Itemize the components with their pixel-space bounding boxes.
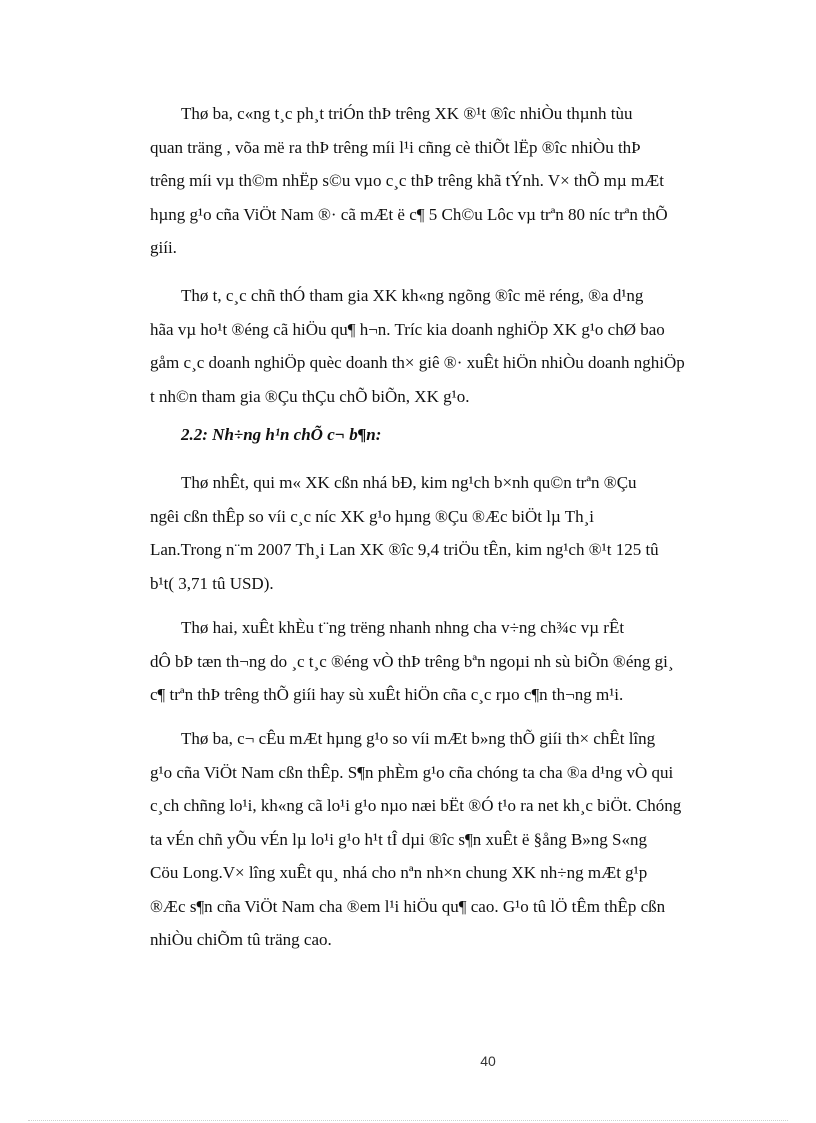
text-line: b¹t( 3,71 tû USD). <box>150 573 274 593</box>
page-bottom-divider <box>28 1120 788 1121</box>
text-line: c¶ trªn thÞ trêng thÕ giíi hay sù xuÊt hiÖn cña c¸c rµo c¶n th¬ng m¹i. <box>150 685 624 704</box>
text-line: ®Æc s¶n cña ViÖt Nam cha ®em l¹i hiÖu qu¶ cao. G¹o tû lÖ tÊm thÊp cßn <box>150 896 666 916</box>
text-line: giíi. <box>150 238 177 257</box>
text-line: gåm c¸c doanh nghiÖp quèc doanh th× giê ®· xuÊt hiÖn nhiÒu doanh nghiÖp <box>150 353 685 372</box>
text-line: Lan.Trong n¨m 2007 Th¸i Lan XK ®îc 9,4 triÖu tÊn, kim ng¹ch ®¹t 125 tû <box>150 540 659 559</box>
text-line: hãa vµ ho¹t ®éng cã hiÖu qu¶ h¬n. Tríc kia doanh nghiÖp XK g¹o chØ bao <box>150 319 665 339</box>
text-line: Thø ba, c«ng t¸c ph¸t triÓn thÞ trêng XK ®¹t ®îc nhiÒu thµnh tùu <box>181 104 633 123</box>
text-line: quan träng , võa më ra thÞ trêng míi l¹i cñng cè thiÕt lËp ®îc nhiÒu thÞ <box>150 137 641 157</box>
text-line: trêng míi vµ th©m nhËp s©u vµo c¸c thÞ trêng khã tÝnh. V× thÕ mµ mÆt <box>150 171 665 190</box>
text-line: Thø t, c¸c chñ thÓ tham gia XK kh«ng ngõng ®îc më réng, ®a d¹ng <box>181 286 644 305</box>
paragraph-limitation-quality <box>150 722 712 957</box>
text-line: ngêi cßn thÊp so víi c¸c níc XK g¹o hµng ®Çu ®Æc biÖt lµ Th¸i <box>150 506 594 526</box>
paragraph-limitation-growth <box>150 611 712 712</box>
page-number: 40 <box>480 1053 496 1069</box>
text-line: t nh©n tham gia ®Çu thÇu chÕ biÕn, XK g¹o. <box>150 386 470 406</box>
text-line: nhiÒu chiÕm tû träng cao. <box>150 930 332 949</box>
text-line: ta vÉn chñ yÕu vÉn lµ lo¹i g¹o h¹t tÎ dµi ®îc s¶n xuÊt ë §ång B»ng S«ng <box>150 829 647 849</box>
paragraph-exporters <box>150 279 712 413</box>
text-line: hµng g¹o cña ViÖt Nam ®· cã mÆt ë c¶ 5 Ch©u Lôc vµ trªn 80 níc trªn thÕ <box>150 204 668 224</box>
text-line: Thø nhÊt, qui m« XK cßn nhá bÐ, kim ng¹ch b×nh qu©n trªn ®Çu <box>181 473 637 492</box>
text-line: g¹o cña ViÖt Nam cßn thÊp. S¶n phÈm g¹o cña chóng ta cha ®a d¹ng vÒ qui <box>150 762 674 782</box>
text-line: Cöu Long.V× lîng xuÊt qu¸ nhá cho nªn nh×n chung XK nh÷ng mÆt g¹p <box>150 863 648 882</box>
paragraph-development-markets <box>150 97 712 265</box>
text-line: Thø hai, xuÊt khÈu t¨ng trëng nhanh nhng cha v÷ng ch¾c vµ rÊt <box>181 618 625 637</box>
text-line: c¸ch chñng lo¹i, kh«ng cã lo¹i g¹o nµo næi bËt ®Ó t¹o ra net kh¸c biÖt. Chóng <box>150 796 682 815</box>
paragraph-limitation-scale <box>150 466 712 600</box>
text-line: dÔ bÞ tæn th¬ng do ¸c t¸c ®éng vÒ thÞ trêng bªn ngoµi nh sù biÕn ®éng gi¸ <box>150 651 674 671</box>
text-line: Thø ba, c¬ cÊu mÆt hµng g¹o so víi mÆt b»ng thÕ giíi th× chÊt lîng <box>181 729 656 748</box>
section-heading: 2.2: Nh÷ng h¹n chÕ c¬ b¶n: <box>181 425 382 444</box>
